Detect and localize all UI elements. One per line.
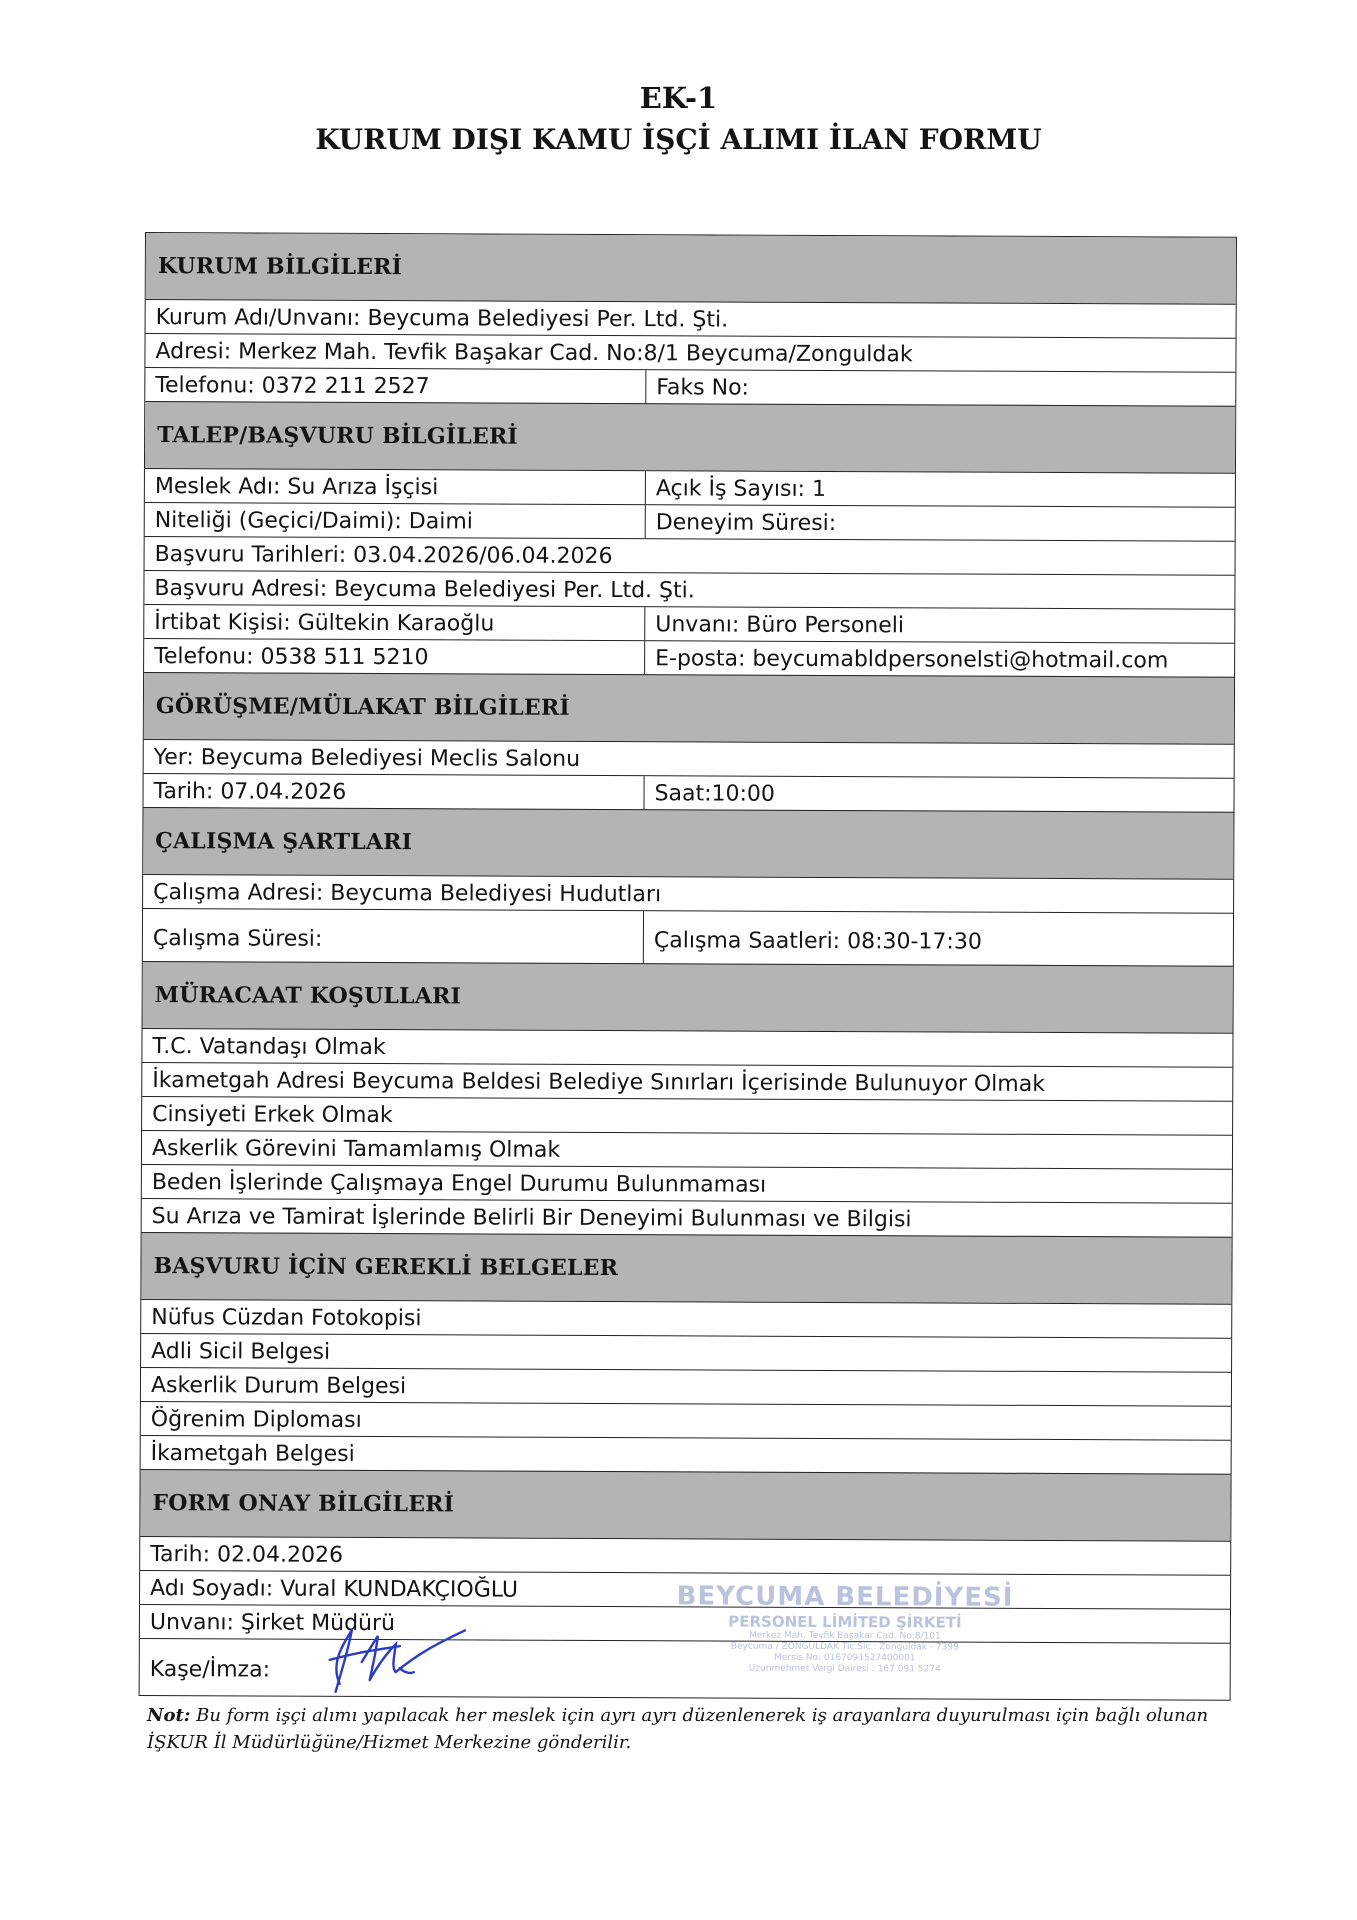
section-muracaat-title: MÜRACAAT KOŞULLARI: [143, 961, 1233, 1033]
mulakat-saat: Saat:10:00: [643, 776, 1233, 812]
form-row: [145, 468, 1235, 507]
section-onay-title: FORM ONAY BİLGİLERİ: [140, 1469, 1230, 1541]
kurum-faks: Faks No:: [645, 370, 1235, 406]
irtibat-kisisi: İrtibat Kişisi: Gültekin Karaoğlu: [154, 610, 495, 637]
kurum-adres: Adresi: Merkez Mah. Tevfik Başakar Cad. No:8/1 Beycuma/Zonguldak: [155, 339, 913, 368]
muracaat-kosulu: Su Arıza ve Tamirat İşlerinde Belirli Bir Deneyimi Bulunması ve Bilgisi: [151, 1204, 912, 1233]
kurum-telefon: Telefonu: 0372 211 2527: [155, 373, 430, 400]
form-row: [140, 1536, 1230, 1575]
irtibat-unvani: Unvanı: Büro Personeli: [644, 607, 1234, 643]
onay-unvani: Unvanı: Şirket Müdürü: [149, 1610, 396, 1637]
mulakat-yer: Yer: Beycuma Belediyesi Meclis Salonu: [153, 745, 581, 772]
basvuru-tarihleri: Başvuru Tarihleri: 03.04.2026/06.04.2026: [154, 542, 613, 570]
section-talep-title: TALEP/BAŞVURU BİLGİLERİ: [145, 401, 1235, 473]
form-row: [145, 333, 1235, 372]
section-calisma-title: ÇALIŞMA ŞARTLARI: [143, 807, 1233, 879]
meslek-adi: Meslek Adı: Su Arıza İşçisi: [154, 474, 439, 501]
list-item: [141, 1367, 1231, 1406]
irtibat-eposta: E-posta: beycumabldpersonelsti@hotmail.com: [644, 641, 1234, 677]
calisma-adresi: Çalışma Adresi: Beycuma Belediyesi Hudutları: [153, 880, 662, 908]
list-item: [141, 1435, 1231, 1474]
form-row: [144, 570, 1234, 609]
section-kurum-title: KURUM BİLGİLERİ: [146, 233, 1236, 304]
list-item: [141, 1333, 1231, 1372]
form-row: [146, 299, 1236, 338]
deneyim-suresi: Deneyim Süresi:: [645, 505, 1235, 541]
kurum-adi: Kurum Adı/Unvanı: Beycuma Belediyesi Per. Ltd. Şti.: [155, 305, 729, 333]
form-row: [144, 604, 1234, 643]
form-row: [145, 367, 1235, 406]
gerekli-belge: Askerlik Durum Belgesi: [150, 1373, 407, 1400]
list-item: [141, 1401, 1231, 1440]
list-item: [142, 1028, 1232, 1067]
calisma-suresi: Çalışma Süresi:: [152, 926, 323, 952]
niteligi: Niteliği (Geçici/Daimi): Daimi: [154, 508, 473, 535]
form-header: [0, 78, 1357, 162]
section-belgeler-title: BAŞVURU İÇİN GEREKLİ BELGELER: [141, 1232, 1231, 1304]
form-row: [143, 874, 1233, 913]
list-item: [142, 1130, 1232, 1169]
form-row: [145, 536, 1235, 575]
company-stamp: BEYCUMA BELEDİYESİ PERSONEL LİMİTED ŞİRKETİ Merkez Mah. Tevfik Başakar Cad. No:8/101 Beycuma / ZONGULDAK Tic.Sic.: Zonguldak - 7399 Mersis No: 0167091527400001 Uzunmehmet Vergi Dairesi : 167 091 5274: [676, 1581, 1014, 1675]
gerekli-belge: İkametgah Belgesi: [150, 1441, 355, 1467]
form-row: [143, 773, 1233, 812]
mulakat-tarih: Tarih: 07.04.2026: [153, 779, 347, 805]
form-row: [144, 638, 1234, 677]
form-row: [144, 739, 1234, 778]
list-item: [142, 1198, 1232, 1237]
muracaat-kosulu: Askerlik Görevini Tamamlamış Olmak: [151, 1136, 561, 1163]
list-item: [142, 1164, 1232, 1203]
note-label: Not:: [147, 1705, 191, 1726]
gerekli-belge: Adli Sicil Belgesi: [151, 1339, 331, 1365]
form-title: KURUM DIŞI KAMU İŞÇİ ALIMI İLAN FORMU: [315, 123, 1042, 156]
calisma-saatleri: Çalışma Saatleri: 08:30-17:30: [643, 911, 1233, 966]
annex-label: EK-1: [639, 81, 718, 115]
signature-icon: [300, 1622, 470, 1703]
muracaat-kosulu: Beden İşlerinde Çalışmaya Engel Durumu Bulunmaması: [151, 1170, 767, 1198]
announcement-form: [139, 232, 1237, 1701]
section-gorusme-title: GÖRÜŞME/MÜLAKAT BİLGİLERİ: [144, 672, 1234, 744]
note-text: Bu form işçi alımı yapılacak her meslek için ayrı ayrı düzenlenerek iş arayanlara duyurulması için bağlı olunan İŞKUR İl Müdürlüğüne/Hizmet Merkezine gönderilir.: [147, 1705, 1209, 1753]
irtibat-telefonu: Telefonu: 0538 511 5210: [154, 644, 429, 671]
gerekli-belge: Nüfus Cüzdan Fotokopisi: [151, 1305, 422, 1332]
muracaat-kosulu: T.C. Vatandaşı Olmak: [152, 1034, 386, 1061]
onay-tarih: Tarih: 02.04.2026: [150, 1542, 344, 1568]
basvuru-adresi: Başvuru Adresi: Beycuma Belediyesi Per. Ltd. Şti.: [154, 576, 695, 604]
onay-adi-soyadi: Adı Soyadı: Vural KUNDAKÇIOĞLU: [150, 1576, 519, 1603]
list-item: [142, 1096, 1232, 1135]
kase-imza-label: Kaşe/İmza:: [149, 1657, 271, 1683]
gerekli-belge: Öğrenim Diploması: [150, 1407, 362, 1433]
muracaat-kosulu: İkametgah Adresi Beycuma Beldesi Belediye Sınırları İçerisinde Bulunuyor Olmak: [152, 1068, 1046, 1097]
muracaat-kosulu: Cinsiyeti Erkek Olmak: [152, 1102, 393, 1129]
acik-is-sayisi: Açık İş Sayısı: 1: [645, 471, 1235, 507]
form-row: [143, 908, 1233, 966]
list-item: [142, 1062, 1232, 1101]
footer-note: [147, 1702, 1217, 1756]
form-row: [145, 502, 1235, 541]
list-item: [141, 1299, 1231, 1338]
